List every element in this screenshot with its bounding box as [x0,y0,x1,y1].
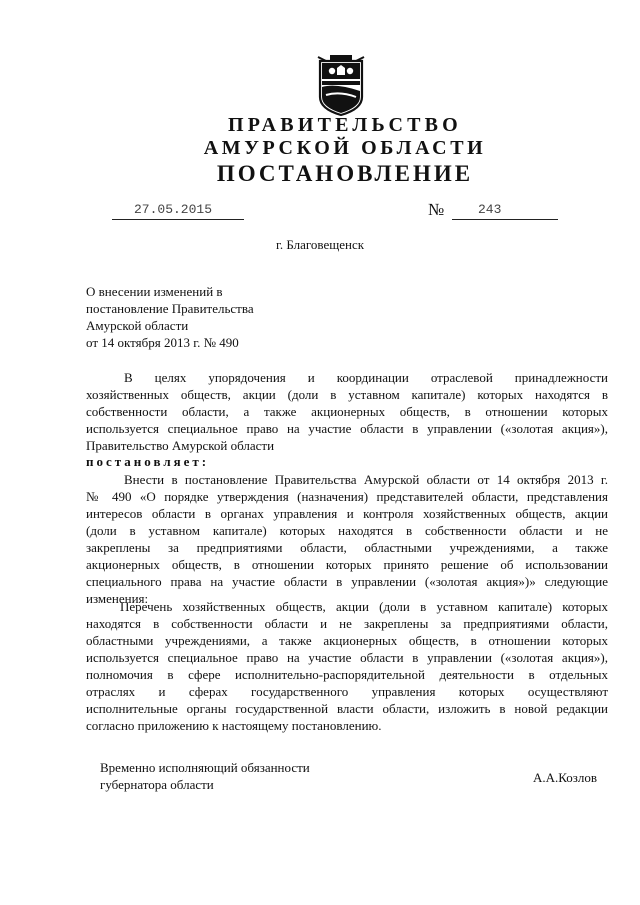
list-line: отраслях и сферах государственного управления которых осуществляют [86,684,608,699]
preamble-line: используется специальное право на участие области в управлении («золотая акция»), [86,421,608,436]
region-heading: АМУРСКОЙ ОБЛАСТИ [203,137,487,159]
city-label: г. Благовещенск [275,237,365,252]
signatory-role-line: губернатора области [100,777,214,792]
amendment-line: изменения: [86,591,149,606]
amendment-line: (доли в уставном капитале) которых находятся в собственности области и не [86,523,608,538]
amendment-line: специального права на участие области в управлении («золотая акция»)» следующие [86,574,608,589]
signatory-role-line: Временно исполняющий обязанности [100,760,310,775]
signatory-name: А.А.Козлов [533,770,598,785]
decree-word: постановляет: [86,454,210,469]
list-line: областными учреждениями, а также акционерных обществ, в отношении которых [86,633,608,648]
preamble-line: В целях упорядочения и координации отраслевой принадлежности [124,370,608,385]
preamble-line: Правительство Амурской области [86,438,275,453]
amendment-line: Внести в постановление Правительства Амурской области от 14 октября 2013 г. [124,472,608,487]
document-type-heading: ПОСТАНОВЛЕНИЕ [216,161,474,186]
subject-block [86,283,254,351]
subject-line: Амурской области [86,318,189,333]
subject-line: О внесении изменений в [86,284,223,299]
amendment-line: интересов области в органах управления и контроля хозяйственных обществ, акции [86,506,608,521]
document-number: 243 [452,202,558,220]
list-line: используется специальное право на участие области в управлении («золотая акция»), [86,650,608,665]
amendment-line: закреплены за предприятиями области, областными учреждениями, а также [86,540,608,555]
preamble-line: хозяйственных обществ, акции (доли в уставном капитале) которых находятся в [86,387,608,402]
number-sign: № [428,200,445,219]
list-line: полномочия в сфере исполнительно-распорядительной деятельности в отдельных [86,667,608,682]
list-line: согласно приложению к настоящему постановлению. [86,718,382,733]
amendment-paragraph [86,471,608,607]
signatory-role [100,759,310,793]
preamble-paragraph [86,369,608,454]
amendment-line: № 490 «О порядке утверждения (назначения) представителей области, представления [86,489,608,504]
government-heading: ПРАВИТЕЛЬСТВО [228,114,462,136]
list-line: находятся в собственности области и не закреплены за предприятиями области, [86,616,608,631]
subject-line: от 14 октября 2013 г. № 490 [86,335,239,350]
document-date: 27.05.2015 [112,202,244,220]
amendment-line: акционерных обществ, в отношении которых принято решение об использовании [86,557,608,572]
coat-of-arms-emblem-icon [316,55,366,117]
list-line: исполнительные органы государственной власти области, изложить в новой редакции [86,701,608,716]
list-line: Перечень хозяйственных обществ, акции (доли в уставном капитале) которых [120,599,608,614]
preamble-line: собственности области, а также акционерных обществ, в отношении которых [86,404,608,419]
list-paragraph [86,598,608,734]
subject-line: постановление Правительства [86,301,254,316]
